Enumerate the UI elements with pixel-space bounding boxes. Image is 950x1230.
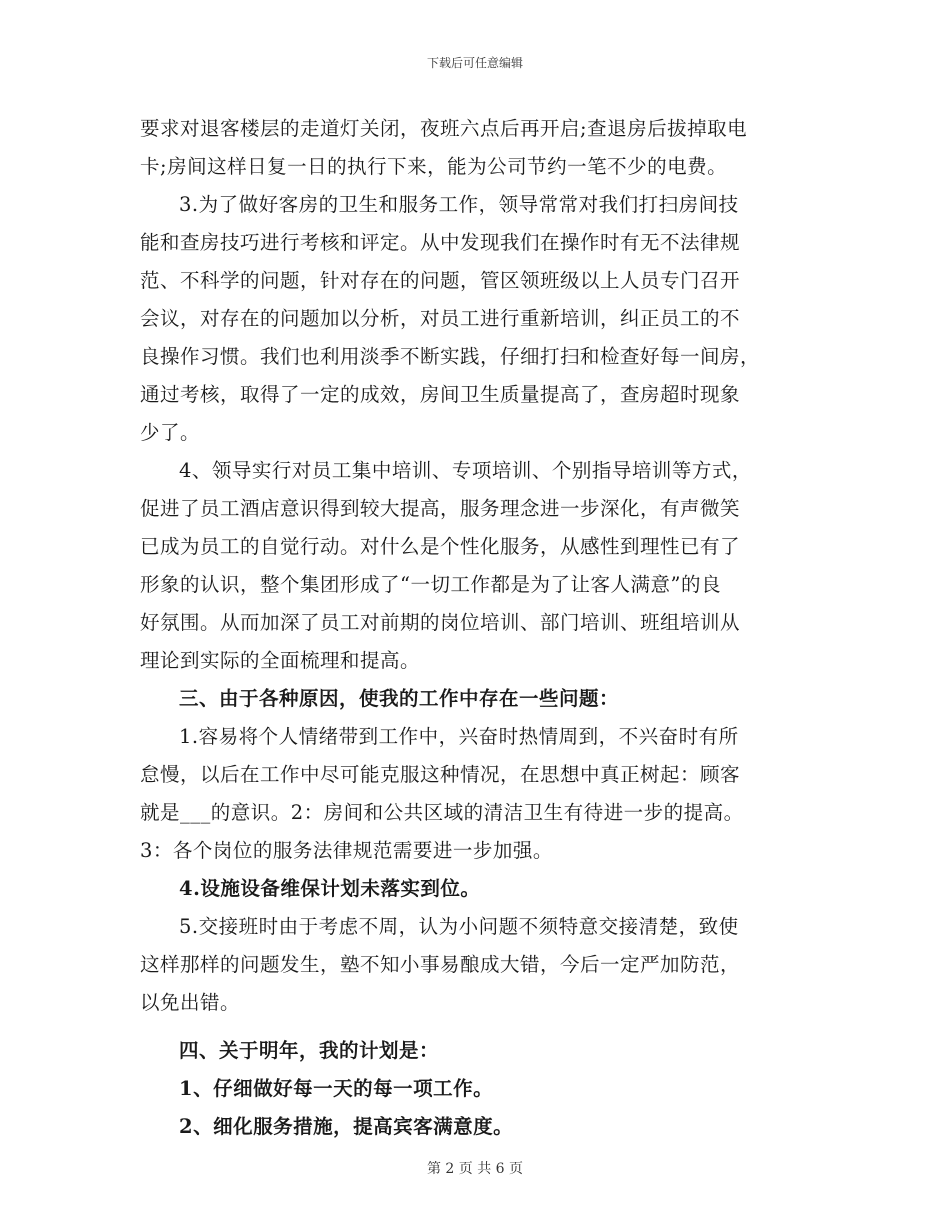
- paragraph-3-start: 3.为了做好客房的卫生和服务工作，领导常常对我们打扫房间技: [179, 193, 739, 216]
- document-body: [140, 110, 810, 1146]
- body-line: 已成为员工的自觉行动。对什么是个性化服务，从感性到理性已有了: [140, 535, 741, 558]
- body-line: 好氛围。从而加深了员工对前期的岗位培训、部门培训、班组培训从: [140, 611, 741, 634]
- plan-item-2: 2、细化服务措施，提高宾客满意度。: [179, 1115, 514, 1138]
- body-line: 会议，对存在的问题加以分析，对员工进行重新培训，纠正员工的不: [140, 307, 741, 330]
- header-note: 下载后可任意编辑: [426, 56, 523, 70]
- problem-item-1: 1.容易将个人情绪带到工作中，兴奋时热情周到，不兴奋时有所: [179, 725, 739, 748]
- body-line: 3：各个岗位的服务法律规范需要进一步加强。: [140, 839, 553, 862]
- problem-item-5: 5.交接班时由于考虑不周，认为小问题不须特意交接清楚，致使: [179, 915, 739, 938]
- body-line: 能和查房技巧进行考核和评定。从中发现我们在操作时有无不法律规: [140, 231, 741, 254]
- body-line: 卡;房间这样日复一日的执行下来，能为公司节约一笔不少的电费。: [140, 155, 728, 178]
- body-line: 少了。: [140, 421, 201, 444]
- paragraph-4-start: 4、领导实行对员工集中培训、专项培训、个别指导培训等方式，: [179, 459, 752, 482]
- section-heading-four: 四、关于明年，我的计划是：: [179, 1039, 440, 1062]
- page-footer: 第 2 页 共 6 页: [426, 1161, 524, 1177]
- problem-item-4: 4.设施设备维保计划未落实到位。: [179, 877, 481, 900]
- body-line: 形象的认识，整个集团形成了“一切工作都是为了让客人满意”的良: [140, 573, 721, 596]
- spacer: [140, 1022, 810, 1032]
- body-line: 以免出错。: [140, 991, 241, 1014]
- body-line: 通过考核，取得了一定的成效，房间卫生质量提高了，查房超时现象: [140, 383, 741, 406]
- body-line: 范、不科学的问题，针对存在的问题，管区领班级以上人员专门召开: [140, 269, 741, 292]
- section-heading-three: 三、由于各种原因，使我的工作中存在一些问题：: [179, 687, 620, 710]
- body-line: 良操作习惯。我们也利用淡季不断实践，仔细打扫和检查好每一间房，: [140, 345, 761, 368]
- body-line: 促进了员工酒店意识得到较大提高，服务理念进一步深化，有声微笑: [140, 497, 741, 520]
- body-line: 理论到实际的全面梳理和提高。: [140, 649, 421, 672]
- body-line: 怠慢，以后在工作中尽可能克服这种情况，在思想中真正树起：顾客: [140, 763, 741, 786]
- body-line: 就是___的意识。2：房间和公共区域的清洁卫生有待进一步的提高。: [140, 801, 744, 824]
- plan-item-1: 1、仔细做好每一天的每一项工作。: [179, 1077, 494, 1100]
- body-line: 要求对退客楼层的走道灯关闭，夜班六点后再开启;查退房后拔掉取电: [140, 117, 748, 140]
- body-line: 这样那样的问题发生，塾不知小事易酿成大错，今后一定严加防范，: [140, 953, 741, 976]
